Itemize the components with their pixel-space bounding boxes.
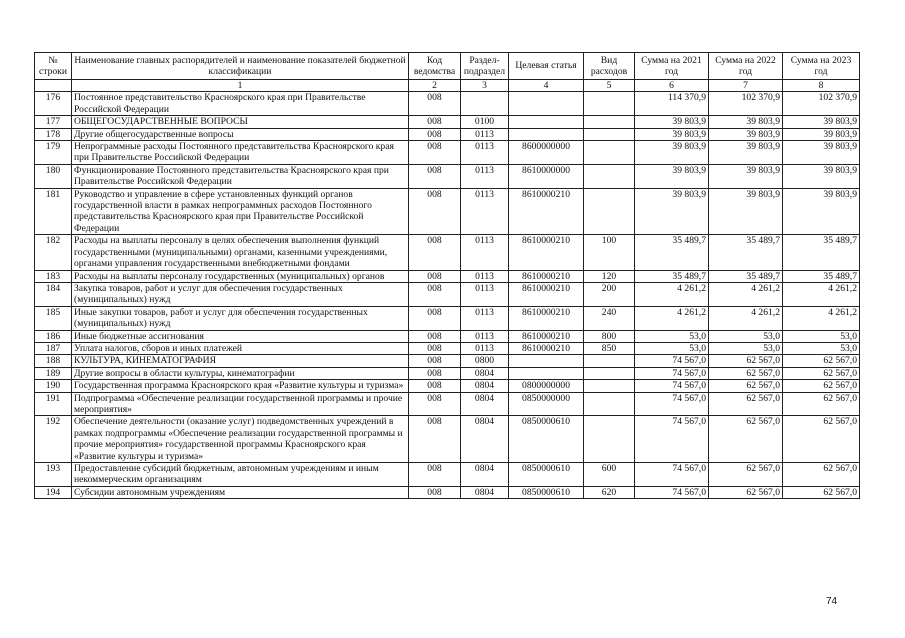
- section-code: 0804: [461, 486, 509, 498]
- row-number: 183: [35, 270, 72, 282]
- target-article: [509, 116, 584, 128]
- row-number: 178: [35, 128, 72, 140]
- row-number: 192: [35, 416, 72, 463]
- section-code: 0113: [461, 164, 509, 188]
- row-name: Иные закупки товаров, работ и услуг для обеспечения государственных (муниципальных) нужд: [72, 306, 409, 330]
- expense-type: [584, 355, 635, 367]
- sum-2021: 4 261,2: [635, 282, 709, 306]
- row-number: 186: [35, 330, 72, 342]
- col-number: 3: [461, 80, 509, 92]
- row-number: 185: [35, 306, 72, 330]
- row-name: Расходы на выплаты персоналу государственных (муниципальных) органов: [72, 270, 409, 282]
- row-number: 181: [35, 188, 72, 235]
- col-header-expense-type: Вид расходов: [584, 53, 635, 80]
- section-code: 0113: [461, 188, 509, 235]
- expense-type: [584, 367, 635, 379]
- table-row: [35, 486, 860, 498]
- expense-type: [584, 141, 635, 165]
- sum-2023: 39 803,9: [783, 188, 860, 235]
- row-number: 177: [35, 116, 72, 128]
- department-code: 008: [409, 367, 461, 379]
- expense-type: [584, 128, 635, 140]
- expense-type: 200: [584, 282, 635, 306]
- page-number: 74: [826, 596, 838, 607]
- sum-2023: 53,0: [783, 330, 860, 342]
- expense-type: [584, 392, 635, 416]
- sum-2023: 62 567,0: [783, 367, 860, 379]
- expense-type: 100: [584, 235, 635, 270]
- sum-2022: 39 803,9: [709, 141, 783, 165]
- section-code: 0100: [461, 116, 509, 128]
- row-name: Функционирование Постоянного представительства Красноярского края при Правительстве Российской Федерации: [72, 164, 409, 188]
- target-article: [509, 92, 584, 116]
- row-number: 194: [35, 486, 72, 498]
- table-row: [35, 116, 860, 128]
- sum-2023: 62 567,0: [783, 416, 860, 463]
- section-code: 0113: [461, 330, 509, 342]
- table-row: [35, 141, 860, 165]
- table-row: [35, 188, 860, 235]
- row-name: Предоставление субсидий бюджетным, автономным учреждениям и иным некоммерческим организациям: [72, 463, 409, 487]
- sum-2023: 4 261,2: [783, 306, 860, 330]
- sum-2023: 62 567,0: [783, 392, 860, 416]
- sum-2023: 35 489,7: [783, 270, 860, 282]
- department-code: 008: [409, 128, 461, 140]
- table-row: [35, 92, 860, 116]
- table-row: [35, 355, 860, 367]
- sum-2022: 53,0: [709, 342, 783, 354]
- table-row: [35, 416, 860, 463]
- expense-type: [584, 380, 635, 392]
- sum-2021: 35 489,7: [635, 235, 709, 270]
- row-number: 193: [35, 463, 72, 487]
- section-code: 0113: [461, 342, 509, 354]
- sum-2022: 53,0: [709, 330, 783, 342]
- sum-2022: 62 567,0: [709, 392, 783, 416]
- row-name: Непрограммные расходы Постоянного представительства Красноярского края при Правительстве Российской Федерации: [72, 141, 409, 165]
- section-code: 0804: [461, 416, 509, 463]
- row-number: 179: [35, 141, 72, 165]
- sum-2021: 74 567,0: [635, 367, 709, 379]
- sum-2021: 53,0: [635, 342, 709, 354]
- row-name: Другие общегосударственные вопросы: [72, 128, 409, 140]
- target-article: [509, 367, 584, 379]
- target-article: 8610000210: [509, 270, 584, 282]
- sum-2023: 35 489,7: [783, 235, 860, 270]
- col-header-section: Раздел-подраздел: [461, 53, 509, 80]
- sum-2022: 39 803,9: [709, 188, 783, 235]
- section-code: 0804: [461, 463, 509, 487]
- sum-2021: 114 370,9: [635, 92, 709, 116]
- sum-2022: 62 567,0: [709, 463, 783, 487]
- col-header-target-article: Целевая статья: [509, 53, 584, 80]
- sum-2023: 62 567,0: [783, 463, 860, 487]
- department-code: 008: [409, 463, 461, 487]
- sum-2021: 74 567,0: [635, 355, 709, 367]
- row-number: 184: [35, 282, 72, 306]
- department-code: 008: [409, 380, 461, 392]
- sum-2021: 74 567,0: [635, 416, 709, 463]
- section-code: 0804: [461, 392, 509, 416]
- sum-2022: 62 567,0: [709, 367, 783, 379]
- section-code: 0113: [461, 282, 509, 306]
- sum-2021: 39 803,9: [635, 141, 709, 165]
- department-code: 008: [409, 188, 461, 235]
- department-code: 008: [409, 330, 461, 342]
- expense-type: 800: [584, 330, 635, 342]
- table-row: [35, 235, 860, 270]
- sum-2021: 74 567,0: [635, 392, 709, 416]
- col-header-department-code: Код ведомства: [409, 53, 461, 80]
- sum-2021: 39 803,9: [635, 164, 709, 188]
- sum-2022: 4 261,2: [709, 306, 783, 330]
- target-article: 0850000610: [509, 486, 584, 498]
- row-number: 188: [35, 355, 72, 367]
- sum-2023: 39 803,9: [783, 164, 860, 188]
- table-row: [35, 128, 860, 140]
- row-name: Государственная программа Красноярского края «Развитие культуры и туризма»: [72, 380, 409, 392]
- column-number-row: [35, 80, 860, 92]
- col-number: 7: [709, 80, 783, 92]
- row-name: Иные бюджетные ассигнования: [72, 330, 409, 342]
- sum-2021: 39 803,9: [635, 188, 709, 235]
- sum-2021: 74 567,0: [635, 486, 709, 498]
- expense-type: 600: [584, 463, 635, 487]
- sum-2022: 4 261,2: [709, 282, 783, 306]
- department-code: 008: [409, 235, 461, 270]
- sum-2022: 39 803,9: [709, 128, 783, 140]
- expense-type: [584, 92, 635, 116]
- sum-2023: 62 567,0: [783, 355, 860, 367]
- sum-2023: 102 370,9: [783, 92, 860, 116]
- section-code: 0113: [461, 141, 509, 165]
- row-name: Уплата налогов, сборов и иных платежей: [72, 342, 409, 354]
- department-code: 008: [409, 116, 461, 128]
- col-number: 2: [409, 80, 461, 92]
- department-code: 008: [409, 92, 461, 116]
- expense-type: [584, 116, 635, 128]
- sum-2021: 39 803,9: [635, 116, 709, 128]
- budget-table: [34, 52, 860, 499]
- section-code: 0113: [461, 235, 509, 270]
- expense-type: 850: [584, 342, 635, 354]
- expense-type: 240: [584, 306, 635, 330]
- sum-2022: 35 489,7: [709, 270, 783, 282]
- department-code: 008: [409, 306, 461, 330]
- expense-type: [584, 164, 635, 188]
- row-name: Обеспечение деятельности (оказание услуг) подведомственных учреждений в рамках подпрограммы «Обеспечение реализации государственной программы и прочие мероприятия» государственной программы Красноярского края «Развитие культуры и туризма»: [72, 416, 409, 463]
- target-article: 8610000210: [509, 342, 584, 354]
- table-row: [35, 463, 860, 487]
- department-code: 008: [409, 486, 461, 498]
- row-name: КУЛЬТУРА, КИНЕМАТОГРАФИЯ: [72, 355, 409, 367]
- row-name: Закупка товаров, работ и услуг для обеспечения государственных (муниципальных) нужд: [72, 282, 409, 306]
- sum-2021: 4 261,2: [635, 306, 709, 330]
- department-code: 008: [409, 270, 461, 282]
- target-article: 0850000610: [509, 463, 584, 487]
- sum-2021: 74 567,0: [635, 463, 709, 487]
- sum-2022: 102 370,9: [709, 92, 783, 116]
- row-number: 189: [35, 367, 72, 379]
- sum-2022: 39 803,9: [709, 116, 783, 128]
- row-number: 187: [35, 342, 72, 354]
- table-row: [35, 282, 860, 306]
- sum-2023: 39 803,9: [783, 128, 860, 140]
- col-number: 1: [72, 80, 409, 92]
- department-code: 008: [409, 342, 461, 354]
- target-article: 8610000210: [509, 235, 584, 270]
- target-article: 8600000000: [509, 141, 584, 165]
- expense-type: 120: [584, 270, 635, 282]
- row-name: Подпрограмма «Обеспечение реализации государственной программы и прочие мероприятия»: [72, 392, 409, 416]
- target-article: 0850000000: [509, 392, 584, 416]
- col-header-name: Наименование главных распорядителей и наименование показателей бюджетной классификации: [72, 53, 409, 80]
- section-code: 0113: [461, 128, 509, 140]
- row-number: 191: [35, 392, 72, 416]
- row-name: ОБЩЕГОСУДАРСТВЕННЫЕ ВОПРОСЫ: [72, 116, 409, 128]
- target-article: 8610000000: [509, 164, 584, 188]
- col-header-sum-2022: Сумма на 2022 год: [709, 53, 783, 80]
- table-row: [35, 306, 860, 330]
- table-row: [35, 392, 860, 416]
- col-header-row-number: № строки: [35, 53, 72, 80]
- table-row: [35, 342, 860, 354]
- sum-2023: 4 261,2: [783, 282, 860, 306]
- col-header-sum-2021: Сумма на 2021 год: [635, 53, 709, 80]
- target-article: [509, 355, 584, 367]
- sum-2023: 62 567,0: [783, 486, 860, 498]
- sum-2021: 74 567,0: [635, 380, 709, 392]
- table-body: [35, 92, 860, 499]
- row-name: Субсидии автономным учреждениям: [72, 486, 409, 498]
- target-article: 8610000210: [509, 306, 584, 330]
- sum-2022: 39 803,9: [709, 164, 783, 188]
- sum-2021: 35 489,7: [635, 270, 709, 282]
- col-header-sum-2023: Сумма на 2023 год: [783, 53, 860, 80]
- header-row: [35, 53, 860, 80]
- sum-2022: 35 489,7: [709, 235, 783, 270]
- department-code: 008: [409, 164, 461, 188]
- row-name: Руководство и управление в сфере установленных функций органов государственной власти в рамках непрограммных расходов Постоянного представительства Красноярского края при Правительстве Российской Федерации: [72, 188, 409, 235]
- target-article: [509, 128, 584, 140]
- col-number: 4: [509, 80, 584, 92]
- target-article: 0850000610: [509, 416, 584, 463]
- expense-type: 620: [584, 486, 635, 498]
- col-number: 6: [635, 80, 709, 92]
- table-row: [35, 330, 860, 342]
- sum-2023: 53,0: [783, 342, 860, 354]
- section-code: 0800: [461, 355, 509, 367]
- department-code: 008: [409, 141, 461, 165]
- department-code: 008: [409, 392, 461, 416]
- section-code: 0113: [461, 270, 509, 282]
- sum-2022: 62 567,0: [709, 355, 783, 367]
- sum-2022: 62 567,0: [709, 486, 783, 498]
- target-article: 8610000210: [509, 188, 584, 235]
- department-code: 008: [409, 355, 461, 367]
- row-number: 182: [35, 235, 72, 270]
- target-article: 8610000210: [509, 282, 584, 306]
- expense-type: [584, 188, 635, 235]
- row-name: Другие вопросы в области культуры, кинематографии: [72, 367, 409, 379]
- department-code: 008: [409, 282, 461, 306]
- col-number: 8: [783, 80, 860, 92]
- table-row: [35, 367, 860, 379]
- col-number: 5: [584, 80, 635, 92]
- target-article: 0800000000: [509, 380, 584, 392]
- section-code: 0113: [461, 306, 509, 330]
- sum-2023: 39 803,9: [783, 116, 860, 128]
- row-name: Расходы на выплаты персоналу в целях обеспечения выполнения функций государственными (муниципальными) органами, казенными учреждениями, органами управления государственными внебюджетными фондами: [72, 235, 409, 270]
- row-number: 180: [35, 164, 72, 188]
- section-code: 0804: [461, 367, 509, 379]
- sum-2023: 62 567,0: [783, 380, 860, 392]
- row-name: Постоянное представительство Красноярского края при Правительстве Российской Федерации: [72, 92, 409, 116]
- table-row: [35, 380, 860, 392]
- sum-2022: 62 567,0: [709, 416, 783, 463]
- table-row: [35, 164, 860, 188]
- row-number: 176: [35, 92, 72, 116]
- target-article: 8610000210: [509, 330, 584, 342]
- sum-2021: 39 803,9: [635, 128, 709, 140]
- sum-2023: 39 803,9: [783, 141, 860, 165]
- sum-2022: 62 567,0: [709, 380, 783, 392]
- row-number: 190: [35, 380, 72, 392]
- col-number: [35, 80, 72, 92]
- table-row: [35, 270, 860, 282]
- department-code: 008: [409, 416, 461, 463]
- expense-type: [584, 416, 635, 463]
- sum-2021: 53,0: [635, 330, 709, 342]
- section-code: 0804: [461, 380, 509, 392]
- section-code: [461, 92, 509, 116]
